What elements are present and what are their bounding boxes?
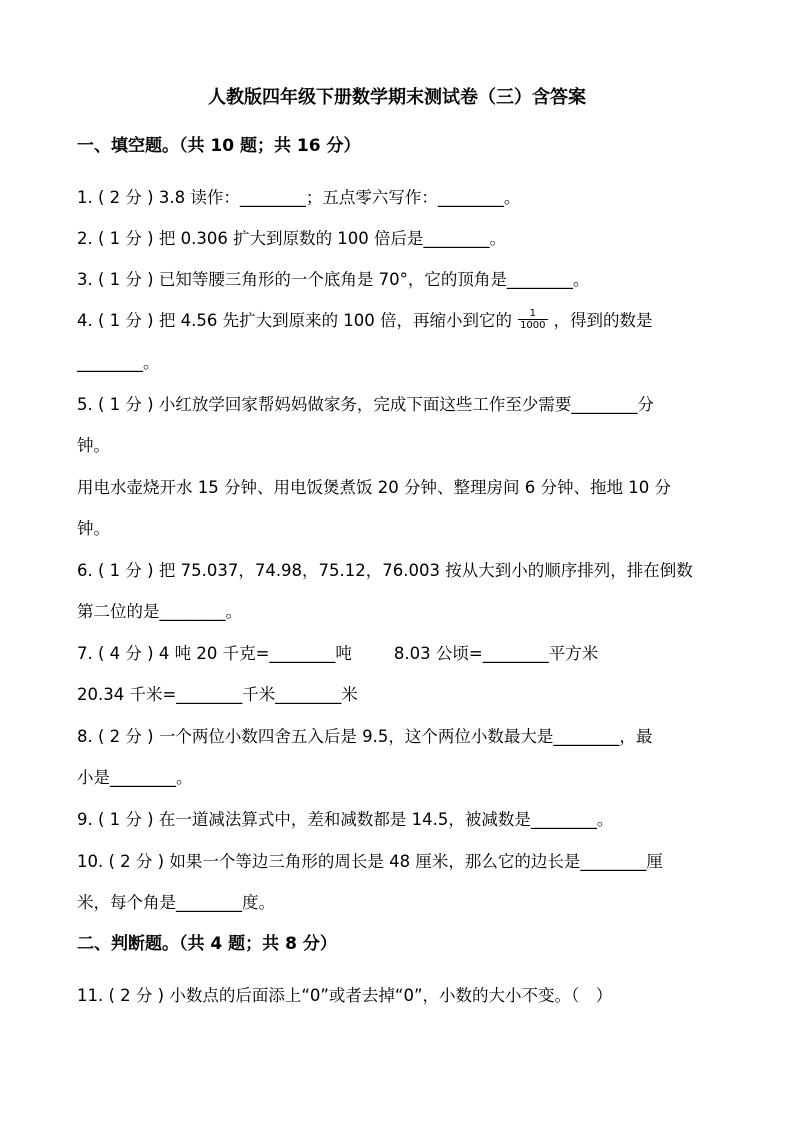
question-2: 2. ( 1 分 ) 把 0.306 扩大到原数的 100 倍后是________。 <box>77 229 507 248</box>
question-7-part-1: 7. ( 4 分 ) 4 吨 20 千克=________吨 <box>77 644 352 663</box>
question-1: 1. ( 2 分 ) 3.8 读作：________；五点零六写作：________。 <box>77 188 521 207</box>
question-9: 9. ( 1 分 ) 在一道减法算式中，差和减数都是 14.5，被减数是________。 <box>77 810 614 829</box>
question-10: 10. ( 2 分 ) 如果一个等边三角形的周长是 48 厘米，那么它的边长是________厘 <box>77 852 663 871</box>
page-title: 人教版四年级下册数学期末测试卷（三）含答案 <box>208 87 586 108</box>
question-6-line-2: 第二位的是________。 <box>77 602 242 621</box>
section-heading-fill-blank: 一、填空题。（共 10 题；共 16 分） <box>77 136 361 156</box>
question-8: 8. ( 2 分 ) 一个两位小数四舍五入后是 9.5，这个两位小数最大是________，最 <box>77 727 653 746</box>
section-heading-true-false: 二、判断题。（共 4 题；共 8 分） <box>77 934 337 954</box>
question-5: 5. ( 1 分 ) 小红放学回家帮妈妈做家务，完成下面这些工作至少需要________分 <box>77 395 654 414</box>
question-5-line-2: 钟。 <box>77 436 110 455</box>
question-7 <box>77 642 727 666</box>
fraction-denominator: 1000 <box>520 320 546 331</box>
question-6: 6. ( 1 分 ) 把 75.037，74.98，75.12，76.003 按从大到小的顺序排列，排在倒数 <box>77 561 693 580</box>
question-3: 3. ( 1 分 ) 已知等腰三角形的一个底角是 70°，它的顶角是________。 <box>77 270 590 289</box>
question-8-line-2: 小是________。 <box>77 768 193 787</box>
question-7-part-2: 8.03 公顷=________平方米 <box>393 644 599 663</box>
question-7-line-2: 20.34 千米=________千米________米 <box>77 685 358 704</box>
question-4 <box>77 309 727 333</box>
question-11: 11. ( 2 分 ) 小数点的后面添上“0”或者去掉“0”，小数的大小不变。（ ） <box>77 986 613 1005</box>
question-5-line-4: 钟。 <box>77 519 110 538</box>
question-5-line-3: 用电水壶烧开水 15 分钟、用电饭煲煮饭 20 分钟、整理房间 6 分钟、拖地 10 分 <box>77 478 671 497</box>
fraction-one-thousandth <box>518 308 547 331</box>
question-4-text-after: ，得到的数是 <box>553 311 653 330</box>
fraction-numerator: 1 <box>518 308 547 320</box>
question-10-line-2: 米，每个角是________度。 <box>77 893 275 912</box>
question-4-text: 4. ( 1 分 ) 把 4.56 先扩大到原来的 100 倍，再缩小到它的 <box>77 311 513 330</box>
question-4-line-2: ________。 <box>77 353 160 372</box>
